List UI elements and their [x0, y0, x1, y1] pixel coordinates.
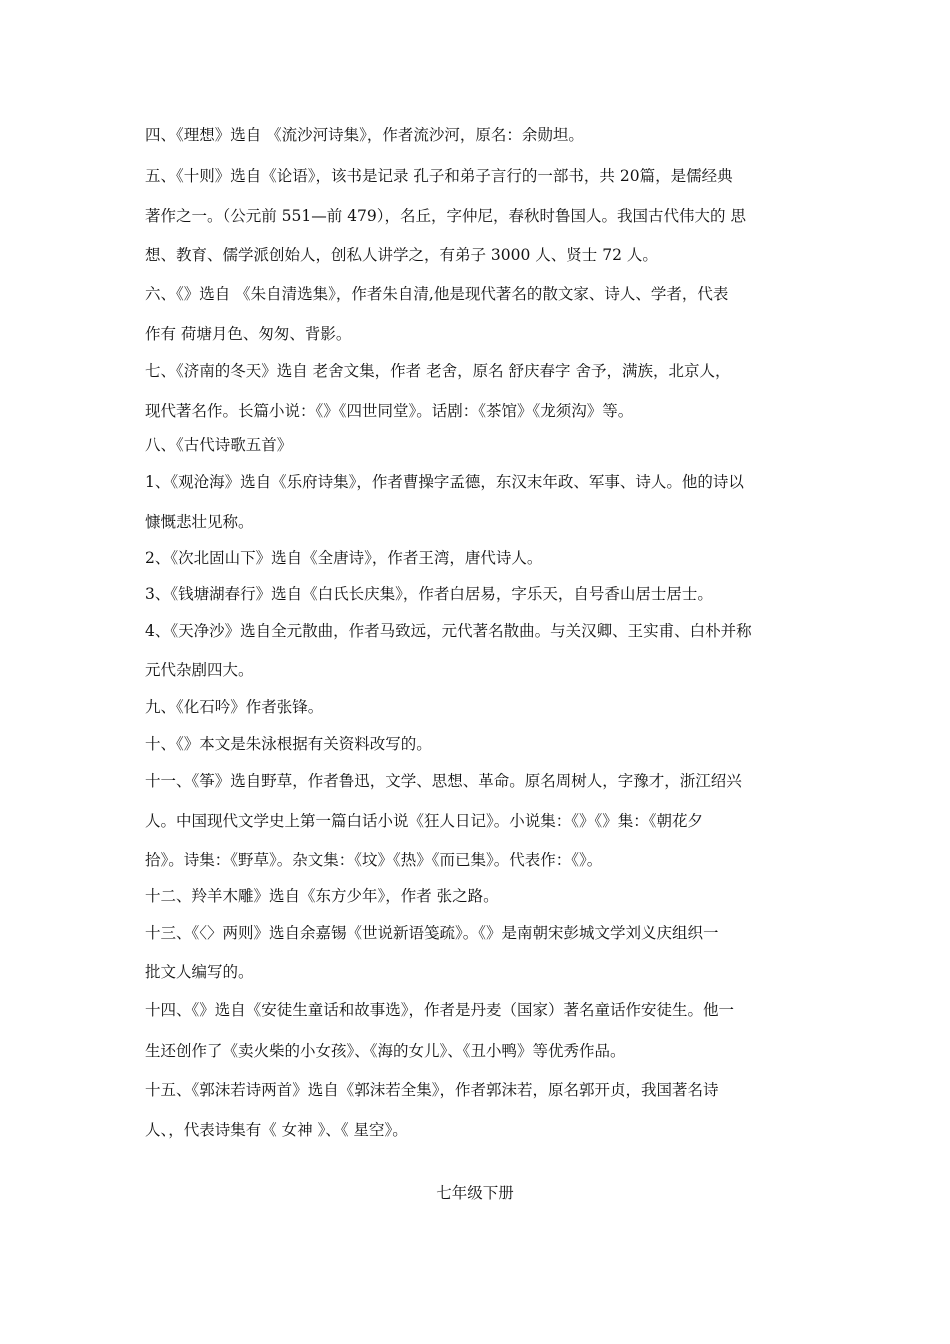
- text-line: 慷慨悲壮见称。: [145, 513, 254, 531]
- text-line: 十二、羚羊木雕》选自《东方少年》，作者 张之路。: [145, 887, 499, 905]
- text-line: 生还创作了《卖火柴的小女孩》、《海的女儿》、《丑小鸭》等优秀作品。: [145, 1042, 626, 1060]
- text-line: 十、《》本文是朱泳根据有关资料改写的。: [145, 735, 432, 753]
- text-line: 2、《次北固山下》选自《全唐诗》，作者王湾，唐代诗人。: [145, 549, 543, 567]
- text-line: 著作之一。（公元前 551—前 479），名丘，字仲尼，春秋时鲁国人。我国古代伟大的 思: [145, 207, 746, 225]
- text-line: 想、教育、儒学派创始人，创私人讲学之，有弟子 3000 人、贤士 72 人。: [145, 246, 658, 264]
- text-line: 八、《古代诗歌五首》: [145, 436, 293, 454]
- text-line: 3、《钱塘湖春行》选自《白氏长庆集》，作者白居易，字乐天，自号香山居士居士。: [145, 585, 713, 603]
- text-line: 1、《观沧海》选自《乐府诗集》，作者曹操字孟德，东汉末年政、军事、诗人。他的诗以: [145, 473, 744, 491]
- text-line: 人。中国现代文学史上第一篇白话小说《狂人日记》。小说集：《》《》集：《朝花夕: [145, 812, 704, 830]
- text-line: 十五、《郭沫若诗两首》选自《郭沫若全集》，作者郭沫若，原名郭开贞，我国著名诗: [145, 1081, 719, 1099]
- text-line: 五、《十则》选自《论语》，该书是记录 孔子和弟子言行的一部书，共 20篇，是儒经典: [145, 167, 733, 185]
- section-heading: 七年级下册: [436, 1184, 514, 1202]
- text-line: 拾》。诗集：《野草》。杂文集：《坟》《热》《而已集》。代表作：《》。: [145, 851, 603, 869]
- text-line: 六、《》选自 《朱自清选集》，作者朱自清,他是现代著名的散文家、诗人、学者，代表: [145, 285, 729, 303]
- text-line: 十一、《筝》选自野草，作者鲁迅，文学、思想、革命。原名周树人，字豫才，浙江绍兴: [145, 772, 742, 790]
- text-line: 四、《理想》选自 《流沙河诗集》，作者流沙河，原名：余勋坦。: [145, 126, 584, 144]
- text-line: 七、《济南的冬天》选自 老舍文集，作者 老舍，原名 舒庆春字 舍予，满族，北京人，: [145, 362, 731, 380]
- text-line: 现代著名作。长篇小说：《》《四世同堂》。话剧：《茶馆》《龙须沟》等。: [145, 402, 634, 420]
- text-line: 十三、《〈〉两则》选自余嘉锡《世说新语笺疏》。《》是南朝宋彭城文学刘义庆组织一: [145, 924, 719, 942]
- text-line: 4、《天净沙》选自全元散曲，作者马致远，元代著名散曲。与关汉卿、王实甫、白朴并称: [145, 622, 752, 640]
- text-line: 元代杂剧四大。: [145, 661, 254, 679]
- text-line: 人、，代表诗集有《 女神 》、《 星空》。: [145, 1121, 408, 1139]
- text-line: 批文人编写的。: [145, 963, 254, 981]
- text-line: 九、《化石吟》作者张锋。: [145, 698, 324, 716]
- text-line: 十四、《》选自《安徒生童话和故事选》，作者是丹麦（国家）著名童话作安徒生。他一: [145, 1001, 735, 1019]
- text-line: 作有 荷塘月色、匆匆、背影。: [145, 325, 352, 343]
